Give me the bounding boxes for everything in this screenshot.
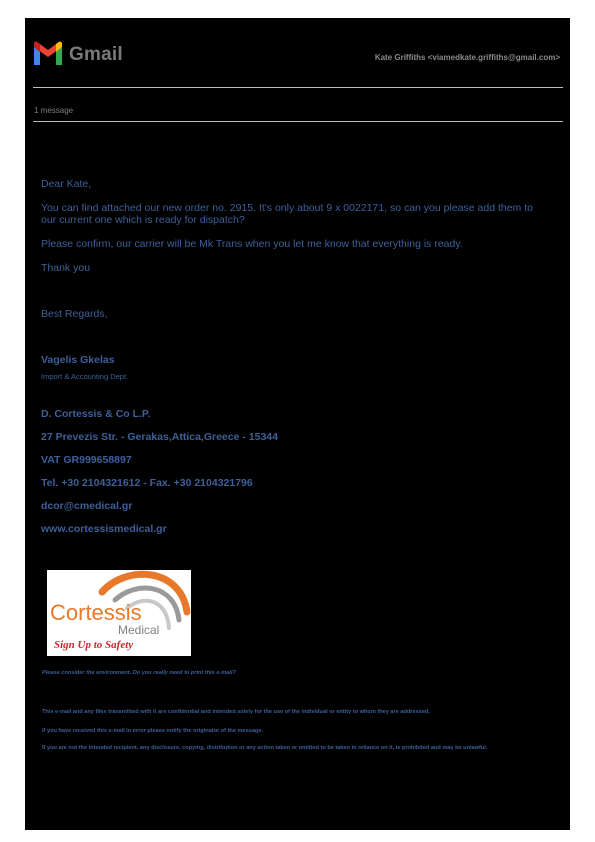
logo-graphic (47, 570, 191, 656)
company-vat: VAT GR999658897 (41, 454, 132, 466)
greeting: Dear Kate, (41, 178, 92, 190)
cortessis-medical-logo (47, 570, 191, 656)
confidentiality-notice: This e-mail and any files transmitted with it are confidential and intended solely for the use of the individual or entity to whom they are addressed. (42, 709, 430, 715)
logo-word-medical: Medical (118, 623, 160, 637)
thanks-line: Thank you (41, 262, 91, 274)
company-address: 27 Prevezis Str. - Gerakas,Attica,Greece - 15344 (41, 431, 278, 443)
gmail-header (25, 18, 570, 88)
logo-word-cortessis: Cortessis (50, 600, 142, 625)
body-paragraph-1: You can find attached our new order no. 2915. It's only about 9 x 0022171, so can you please add them to our current one which is ready for dispatch? (41, 202, 533, 226)
error-notice: If you have received this e-mail in error please notify the originator of the message. (42, 728, 264, 734)
gmail-logo-icon (32, 41, 64, 67)
signature-department: Import & Accounting Dept. (41, 372, 129, 381)
email-print-page (25, 18, 570, 830)
company-website-link[interactable]: www.cortessismedical.gr (41, 523, 167, 535)
message-count: 1 message (34, 106, 74, 115)
email-body (41, 178, 551, 535)
account-email: Kate Griffiths <viamedkate.griffiths@gmail.com> (374, 53, 560, 62)
environment-notice: Please consider the environment. Do you really need to print this e-mail? (42, 670, 236, 676)
closing-line: Best Regards, (41, 308, 108, 320)
message-divider (33, 121, 563, 122)
body-paragraph-2: Please confirm, our carrier will be Mk Trans when you let me know that everything is ready. (41, 238, 463, 250)
logo-tagline: Sign Up to Safety (54, 639, 134, 651)
header-divider (33, 87, 563, 88)
not-intended-notice: If you are not the intended recipient, any disclosure, copying, distribution or any action taken or omitted to be taken in reliance on it, is prohibited and may be unlawful. (42, 745, 488, 751)
company-phones: Tel. +30 2104321612 - Fax. +30 2104321796 (41, 477, 253, 489)
company-email-link[interactable]: dcor@cmedical.gr (41, 500, 133, 512)
signature-name: Vagelis Gkelas (41, 354, 115, 366)
gmail-wordmark: Gmail (69, 44, 123, 65)
company-name: D. Cortessis & Co L.P. (41, 408, 151, 420)
